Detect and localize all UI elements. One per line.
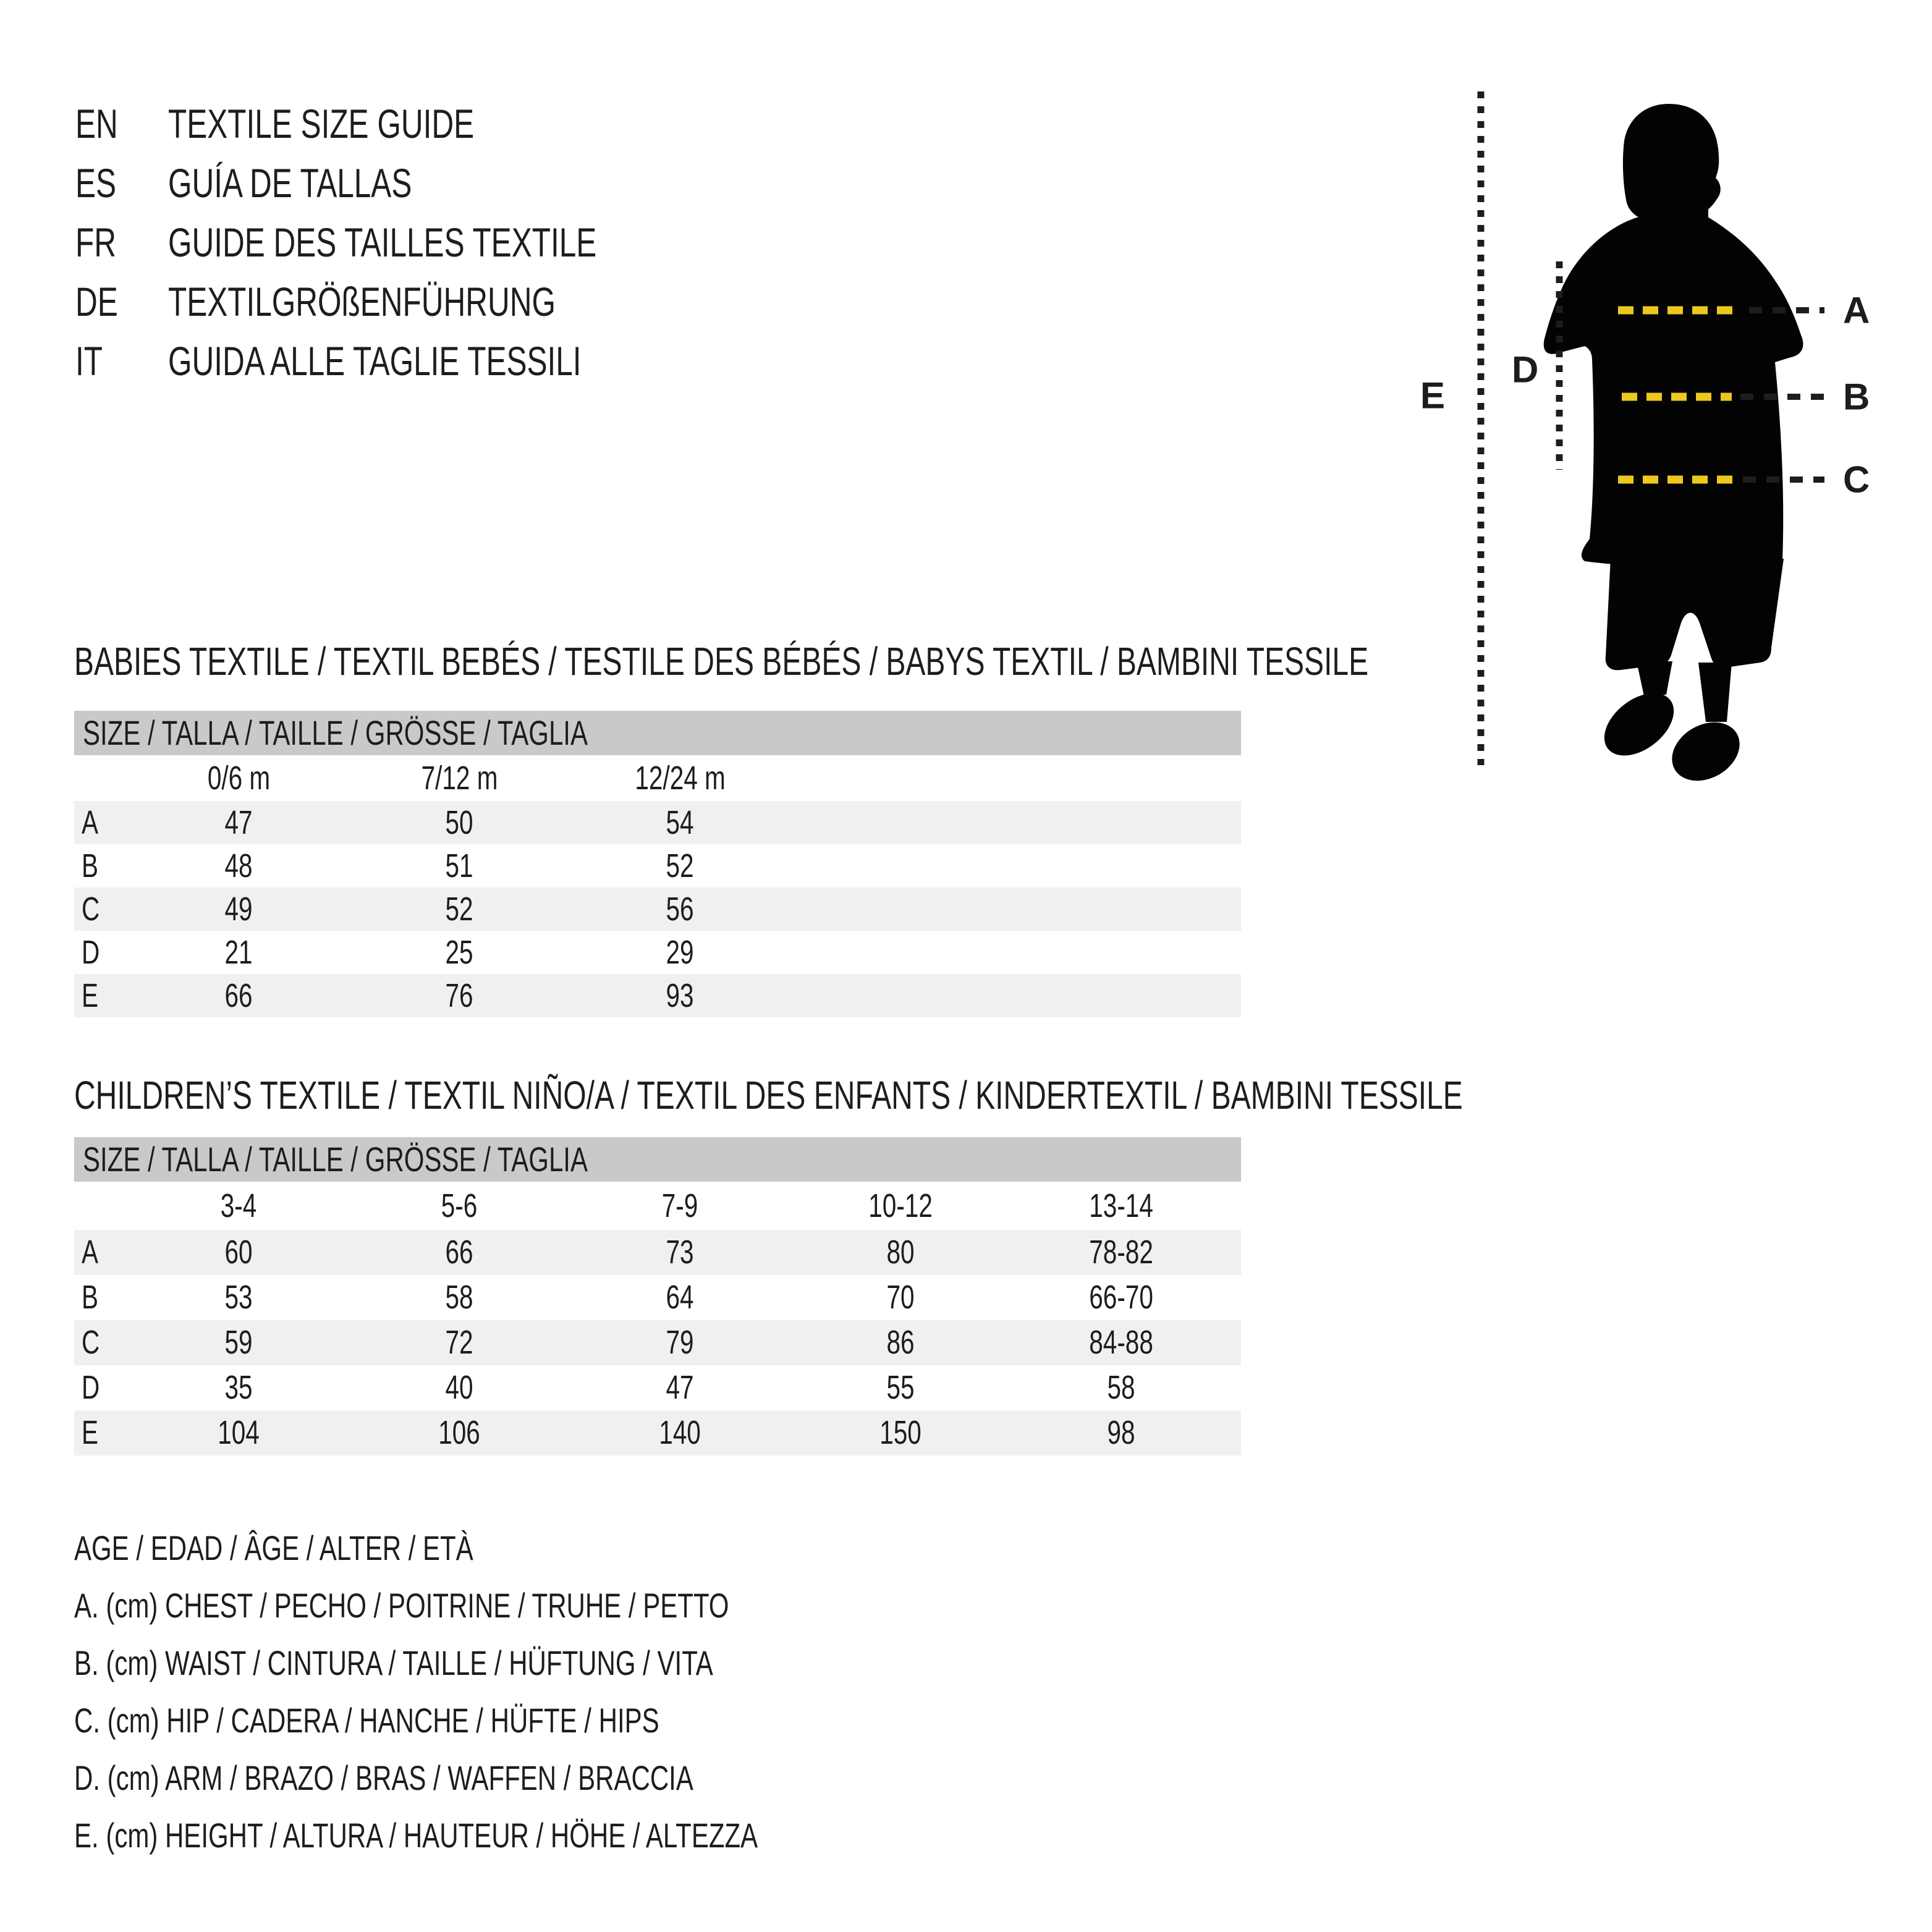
cell-value: 60 (224, 1234, 253, 1271)
table-row (74, 844, 1241, 888)
language-code: FR (75, 219, 116, 265)
cell-value: 140 (659, 1414, 701, 1451)
language-title: GUIDA ALLE TAGLIE TESSILI (168, 338, 582, 384)
cell-value: 106 (438, 1414, 481, 1451)
figure-label-a: A (1843, 289, 1870, 331)
cell-value: 35 (224, 1369, 253, 1406)
babies-section-heading (74, 637, 1800, 686)
row-label: D (82, 934, 100, 971)
table-row (74, 1410, 1241, 1455)
row-label: D (82, 1369, 100, 1406)
children-heading-text: CHILDREN’S TEXTILE / TEXTIL NIÑO/A / TEXTIL DES ENFANTS / KINDERTEXTIL / BAMBINI TESSILE (74, 1073, 1463, 1117)
language-title: TEXTILGRÖßENFÜHRUNG (168, 279, 556, 324)
legend-line-waist: B. (cm) WAIST / CINTURA / TAILLE / HÜFTUNG / VITA (74, 1643, 713, 1682)
cell-value: 48 (224, 847, 253, 884)
cell-value: 84-88 (1089, 1324, 1154, 1361)
row-label: E (82, 1414, 99, 1451)
cell-value: 78-82 (1089, 1234, 1154, 1271)
table-row (74, 931, 1241, 974)
legend-line-chest: A. (cm) CHEST / PECHO / POITRINE / TRUHE / PETTO (74, 1586, 729, 1625)
figure-label-d: D (1512, 349, 1539, 391)
legend-line-arm: D. (cm) ARM / BRAZO / BRAS / WAFFEN / BRACCIA (74, 1758, 693, 1797)
table-row (74, 974, 1241, 1017)
cell-value: 70 (886, 1279, 915, 1316)
cell-value: 29 (666, 934, 695, 971)
figure-label-b: B (1843, 376, 1870, 418)
language-title: GUIDE DES TAILLES TEXTILE (168, 219, 597, 265)
children-section-heading (74, 1070, 1926, 1120)
cell-value: 55 (886, 1369, 915, 1406)
legend-line-age: AGE / EDAD / ÂGE / ALTER / ETÀ (74, 1528, 473, 1567)
cell-value: 58 (445, 1279, 474, 1316)
language-title: TEXTILE SIZE GUIDE (168, 101, 475, 146)
cell-value: 150 (879, 1414, 922, 1451)
babies-size-bar-text: SIZE / TALLA / TAILLE / GRÖSSE / TAGLIA (83, 713, 588, 752)
table-row (74, 1230, 1241, 1275)
children-column-header: 10-12 (868, 1187, 933, 1224)
children-size-bar-text: SIZE / TALLA / TAILLE / GRÖSSE / TAGLIA (83, 1140, 588, 1179)
cell-value: 79 (666, 1324, 695, 1361)
children-size-header-bar (74, 1137, 1241, 1182)
row-label: C (82, 891, 100, 928)
cell-value: 64 (666, 1279, 695, 1316)
language-row-fr (75, 218, 1311, 267)
table-row (74, 888, 1241, 931)
legend-line-height: E. (cm) HEIGHT / ALTURA / HAUTEUR / HÖHE / ALTEZZA (74, 1816, 758, 1855)
row-label: A (82, 1234, 99, 1271)
child-measurement-figure (1391, 80, 1885, 803)
language-code: ES (75, 160, 117, 206)
cell-value: 40 (445, 1369, 474, 1406)
language-row-es (75, 158, 1311, 208)
language-row-en (75, 99, 1311, 148)
row-label: A (82, 804, 99, 841)
cell-value: 104 (218, 1414, 260, 1451)
babies-column-header: 0/6 m (207, 760, 271, 797)
cell-value: 25 (445, 934, 474, 971)
cell-value: 72 (445, 1324, 474, 1361)
cell-value: 93 (666, 977, 695, 1014)
row-label: B (82, 1279, 99, 1316)
table-row (74, 1320, 1241, 1365)
cell-value: 66 (224, 977, 253, 1014)
cell-value: 52 (666, 847, 695, 884)
cell-value: 53 (224, 1279, 253, 1316)
babies-column-header: 12/24 m (635, 760, 726, 797)
babies-column-header: 7/12 m (421, 760, 498, 797)
cell-value: 56 (666, 891, 695, 928)
cell-value: 98 (1107, 1414, 1136, 1451)
cell-value: 52 (445, 891, 474, 928)
language-code: DE (75, 279, 118, 324)
language-code: EN (75, 101, 118, 146)
cell-value: 54 (666, 804, 695, 841)
cell-value: 80 (886, 1234, 915, 1271)
cell-value: 86 (886, 1324, 915, 1361)
table-row (74, 1365, 1241, 1410)
language-row-de (75, 277, 1311, 326)
language-code: IT (75, 338, 103, 384)
table-row (74, 1275, 1241, 1320)
cell-value: 73 (666, 1234, 695, 1271)
children-column-header: 7-9 (662, 1187, 698, 1224)
row-label: C (82, 1324, 100, 1361)
cell-value: 47 (666, 1369, 695, 1406)
cell-value: 50 (445, 804, 474, 841)
language-row-it (75, 336, 1311, 386)
cell-value: 49 (224, 891, 253, 928)
children-column-header: 5-6 (441, 1187, 478, 1224)
cell-value: 66-70 (1089, 1279, 1154, 1316)
cell-value: 58 (1107, 1369, 1136, 1406)
babies-heading-text: BABIES TEXTILE / TEXTIL BEBÉS / TESTILE DES BÉBÉS / BABYS TEXTIL / BAMBINI TESSILE (74, 639, 1369, 684)
row-label: B (82, 847, 99, 884)
cell-value: 76 (445, 977, 474, 1014)
children-column-header: 3-4 (221, 1187, 257, 1224)
cell-value: 47 (224, 804, 253, 841)
child-silhouette-icon (1544, 104, 1803, 792)
figure-label-c: C (1843, 459, 1870, 501)
figure-label-e: E (1420, 375, 1446, 417)
cell-value: 21 (224, 934, 253, 971)
cell-value: 66 (445, 1234, 474, 1271)
babies-size-header-bar (74, 711, 1241, 755)
cell-value: 59 (224, 1324, 253, 1361)
table-row (74, 801, 1241, 844)
row-label: E (82, 977, 99, 1014)
children-column-header: 13-14 (1089, 1187, 1154, 1224)
cell-value: 51 (445, 847, 474, 884)
language-title: GUÍA DE TALLAS (168, 160, 412, 206)
legend-line-hip: C. (cm) HIP / CADERA / HANCHE / HÜFTE / HIPS (74, 1701, 659, 1740)
